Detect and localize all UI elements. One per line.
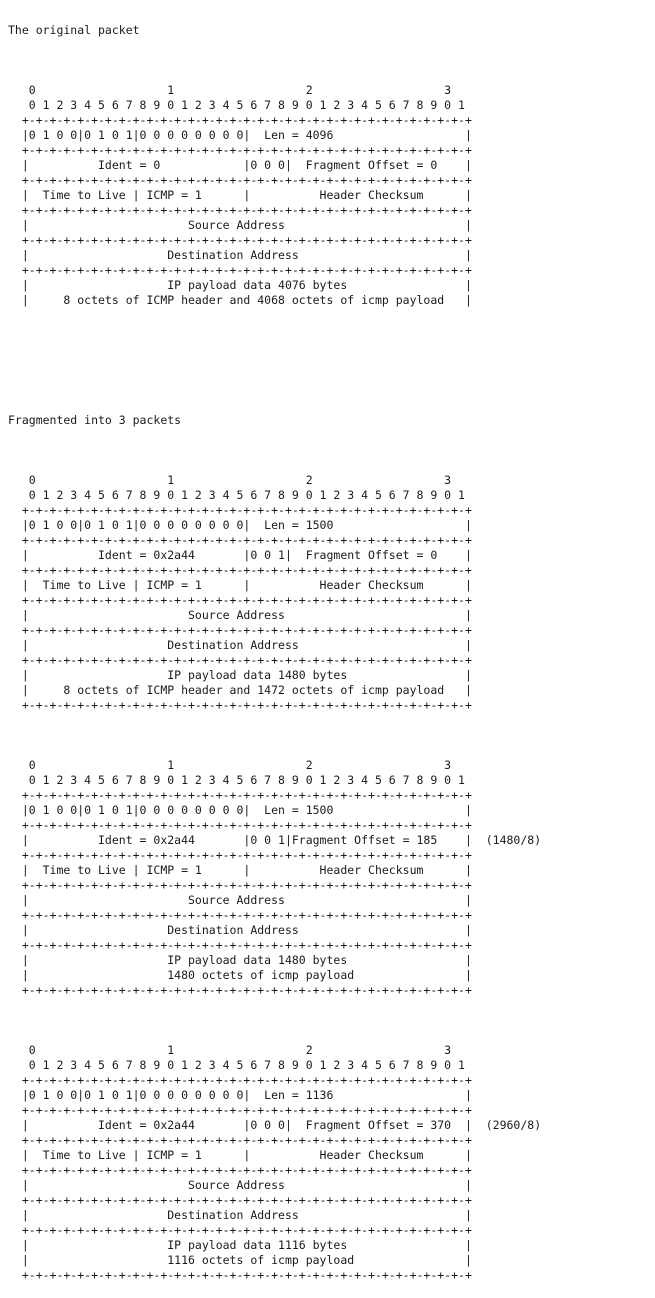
diagram-line: +-+-+-+-+-+-+-+-+-+-+-+-+-+-+-+-+-+-+-+-+-+-+-+-+-+-+-+-+-+-+-+-+: [8, 1133, 472, 1147]
diagram-line: +-+-+-+-+-+-+-+-+-+-+-+-+-+-+-+-+-+-+-+-+-+-+-+-+-+-+-+-+-+-+-+-+: [8, 203, 472, 217]
diagram-line: 0 1 2 3 4 5 6 7 8 9 0 1 2 3 4 5 6 7 8 9 0 1 2 3 4 5 6 7 8 9 0 1: [8, 488, 465, 502]
diagram-line: 0 1 2 3: [8, 1043, 452, 1057]
diagram-line: +-+-+-+-+-+-+-+-+-+-+-+-+-+-+-+-+-+-+-+-+-+-+-+-+-+-+-+-+-+-+-+-+: [8, 908, 472, 922]
diagram-line: 0 1 2 3: [8, 758, 452, 772]
diagram-line: | Ident = 0 |0 0 0| Fragment Offset = 0 |: [8, 158, 472, 172]
diagram-line: | Time to Live | ICMP = 1 | Header Checksum |: [8, 863, 472, 877]
diagram-line: +-+-+-+-+-+-+-+-+-+-+-+-+-+-+-+-+-+-+-+-+-+-+-+-+-+-+-+-+-+-+-+-+: [8, 233, 472, 247]
spacer: [8, 383, 655, 398]
diagram-line: 0 1 2 3: [8, 473, 452, 487]
diagram-line: 0 1 2 3 4 5 6 7 8 9 0 1 2 3 4 5 6 7 8 9 0 1 2 3 4 5 6 7 8 9 0 1: [8, 1058, 465, 1072]
fragment-3-diagram: [8, 1043, 655, 1283]
diagram-line: | Destination Address |: [8, 248, 472, 262]
diagram-line: +-+-+-+-+-+-+-+-+-+-+-+-+-+-+-+-+-+-+-+-+-+-+-+-+-+-+-+-+-+-+-+-+: [8, 1103, 472, 1117]
diagram-line: +-+-+-+-+-+-+-+-+-+-+-+-+-+-+-+-+-+-+-+-+-+-+-+-+-+-+-+-+-+-+-+-+: [8, 623, 472, 637]
diagram-line: | Time to Live | ICMP = 1 | Header Checksum |: [8, 1148, 472, 1162]
diagram-line: +-+-+-+-+-+-+-+-+-+-+-+-+-+-+-+-+-+-+-+-+-+-+-+-+-+-+-+-+-+-+-+-+: [8, 1193, 472, 1207]
diagram-line: +-+-+-+-+-+-+-+-+-+-+-+-+-+-+-+-+-+-+-+-+-+-+-+-+-+-+-+-+-+-+-+-+: [8, 848, 472, 862]
spacer: [8, 353, 655, 368]
diagram-line: | IP payload data 4076 bytes |: [8, 278, 472, 292]
diagram-line: +-+-+-+-+-+-+-+-+-+-+-+-+-+-+-+-+-+-+-+-+-+-+-+-+-+-+-+-+-+-+-+-+: [8, 593, 472, 607]
diagram-line: +-+-+-+-+-+-+-+-+-+-+-+-+-+-+-+-+-+-+-+-+-+-+-+-+-+-+-+-+-+-+-+-+: [8, 503, 472, 517]
diagram-line: +-+-+-+-+-+-+-+-+-+-+-+-+-+-+-+-+-+-+-+-+-+-+-+-+-+-+-+-+-+-+-+-+: [8, 1163, 472, 1177]
diagram-line: 0 1 2 3 4 5 6 7 8 9 0 1 2 3 4 5 6 7 8 9 0 1 2 3 4 5 6 7 8 9 0 1: [8, 773, 465, 787]
fragment-1-diagram: [8, 473, 655, 713]
diagram-line: | 1480 octets of icmp payload |: [8, 968, 472, 982]
diagram-line: |0 1 0 0|0 1 0 1|0 0 0 0 0 0 0 0| Len = 1500 |: [8, 803, 472, 817]
diagram-line: | 1116 octets of icmp payload |: [8, 1253, 472, 1267]
diagram-line: | Destination Address |: [8, 923, 472, 937]
diagram-line: | Destination Address |: [8, 1208, 472, 1222]
diagram-line: +-+-+-+-+-+-+-+-+-+-+-+-+-+-+-+-+-+-+-+-+-+-+-+-+-+-+-+-+-+-+-+-+: [8, 173, 472, 187]
diagram-line: | Time to Live | ICMP = 1 | Header Checksum |: [8, 188, 472, 202]
diagram-line: | Source Address |: [8, 893, 472, 907]
diagram-line: | Destination Address |: [8, 638, 472, 652]
diagram-line: | Ident = 0x2a44 |0 0 1| Fragment Offset = 0 |: [8, 548, 472, 562]
diagram-line: | Source Address |: [8, 608, 472, 622]
diagram-line: | Source Address |: [8, 218, 472, 232]
diagram-line: +-+-+-+-+-+-+-+-+-+-+-+-+-+-+-+-+-+-+-+-+-+-+-+-+-+-+-+-+-+-+-+-+: [8, 878, 472, 892]
diagram-line: +-+-+-+-+-+-+-+-+-+-+-+-+-+-+-+-+-+-+-+-+-+-+-+-+-+-+-+-+-+-+-+-+: [8, 698, 472, 712]
spacer: [8, 443, 655, 458]
fragment-2-diagram: [8, 758, 655, 998]
diagram-line: +-+-+-+-+-+-+-+-+-+-+-+-+-+-+-+-+-+-+-+-+-+-+-+-+-+-+-+-+-+-+-+-+: [8, 818, 472, 832]
diagram-line: | Ident = 0x2a44 |0 0 0| Fragment Offset = 370 | (2960/8): [8, 1118, 542, 1132]
diagram-line: 0 1 2 3: [8, 83, 452, 97]
original-packet-diagram: [8, 83, 655, 308]
diagram-line: | IP payload data 1480 bytes |: [8, 668, 472, 682]
spacer: [8, 728, 655, 743]
diagram-line: +-+-+-+-+-+-+-+-+-+-+-+-+-+-+-+-+-+-+-+-+-+-+-+-+-+-+-+-+-+-+-+-+: [8, 263, 472, 277]
diagram-line: | Time to Live | ICMP = 1 | Header Checksum |: [8, 578, 472, 592]
diagram-line: +-+-+-+-+-+-+-+-+-+-+-+-+-+-+-+-+-+-+-+-+-+-+-+-+-+-+-+-+-+-+-+-+: [8, 983, 472, 997]
diagram-line: +-+-+-+-+-+-+-+-+-+-+-+-+-+-+-+-+-+-+-+-+-+-+-+-+-+-+-+-+-+-+-+-+: [8, 1223, 472, 1237]
original-packet-heading: The original packet: [8, 23, 140, 37]
diagram-line: | IP payload data 1480 bytes |: [8, 953, 472, 967]
spacer: [8, 53, 655, 68]
diagram-line: +-+-+-+-+-+-+-+-+-+-+-+-+-+-+-+-+-+-+-+-+-+-+-+-+-+-+-+-+-+-+-+-+: [8, 788, 472, 802]
fragmented-heading: Fragmented into 3 packets: [8, 413, 182, 427]
diagram-line: | Source Address |: [8, 1178, 472, 1192]
diagram-line: |0 1 0 0|0 1 0 1|0 0 0 0 0 0 0 0| Len = 4096 |: [8, 128, 472, 142]
diagram-line: +-+-+-+-+-+-+-+-+-+-+-+-+-+-+-+-+-+-+-+-+-+-+-+-+-+-+-+-+-+-+-+-+: [8, 1268, 472, 1282]
diagram-line: |0 1 0 0|0 1 0 1|0 0 0 0 0 0 0 0| Len = 1136 |: [8, 1088, 472, 1102]
diagram-line: +-+-+-+-+-+-+-+-+-+-+-+-+-+-+-+-+-+-+-+-+-+-+-+-+-+-+-+-+-+-+-+-+: [8, 143, 472, 157]
diagram-line: +-+-+-+-+-+-+-+-+-+-+-+-+-+-+-+-+-+-+-+-+-+-+-+-+-+-+-+-+-+-+-+-+: [8, 563, 472, 577]
diagram-line: | 8 octets of ICMP header and 4068 octets of icmp payload |: [8, 293, 472, 307]
diagram-line: | 8 octets of ICMP header and 1472 octets of icmp payload |: [8, 683, 472, 697]
diagram-line: +-+-+-+-+-+-+-+-+-+-+-+-+-+-+-+-+-+-+-+-+-+-+-+-+-+-+-+-+-+-+-+-+: [8, 533, 472, 547]
diagram-line: | IP payload data 1116 bytes |: [8, 1238, 472, 1252]
diagram-line: 0 1 2 3 4 5 6 7 8 9 0 1 2 3 4 5 6 7 8 9 0 1 2 3 4 5 6 7 8 9 0 1: [8, 98, 465, 112]
diagram-line: +-+-+-+-+-+-+-+-+-+-+-+-+-+-+-+-+-+-+-+-+-+-+-+-+-+-+-+-+-+-+-+-+: [8, 113, 472, 127]
spacer: [8, 1013, 655, 1028]
spacer: [8, 323, 655, 338]
diagram-line: +-+-+-+-+-+-+-+-+-+-+-+-+-+-+-+-+-+-+-+-+-+-+-+-+-+-+-+-+-+-+-+-+: [8, 938, 472, 952]
diagram-line: +-+-+-+-+-+-+-+-+-+-+-+-+-+-+-+-+-+-+-+-+-+-+-+-+-+-+-+-+-+-+-+-+: [8, 1073, 472, 1087]
diagram-line: |0 1 0 0|0 1 0 1|0 0 0 0 0 0 0 0| Len = 1500 |: [8, 518, 472, 532]
diagram-line: +-+-+-+-+-+-+-+-+-+-+-+-+-+-+-+-+-+-+-+-+-+-+-+-+-+-+-+-+-+-+-+-+: [8, 653, 472, 667]
diagram-line: | Ident = 0x2a44 |0 0 1|Fragment Offset = 185 | (1480/8): [8, 833, 542, 847]
